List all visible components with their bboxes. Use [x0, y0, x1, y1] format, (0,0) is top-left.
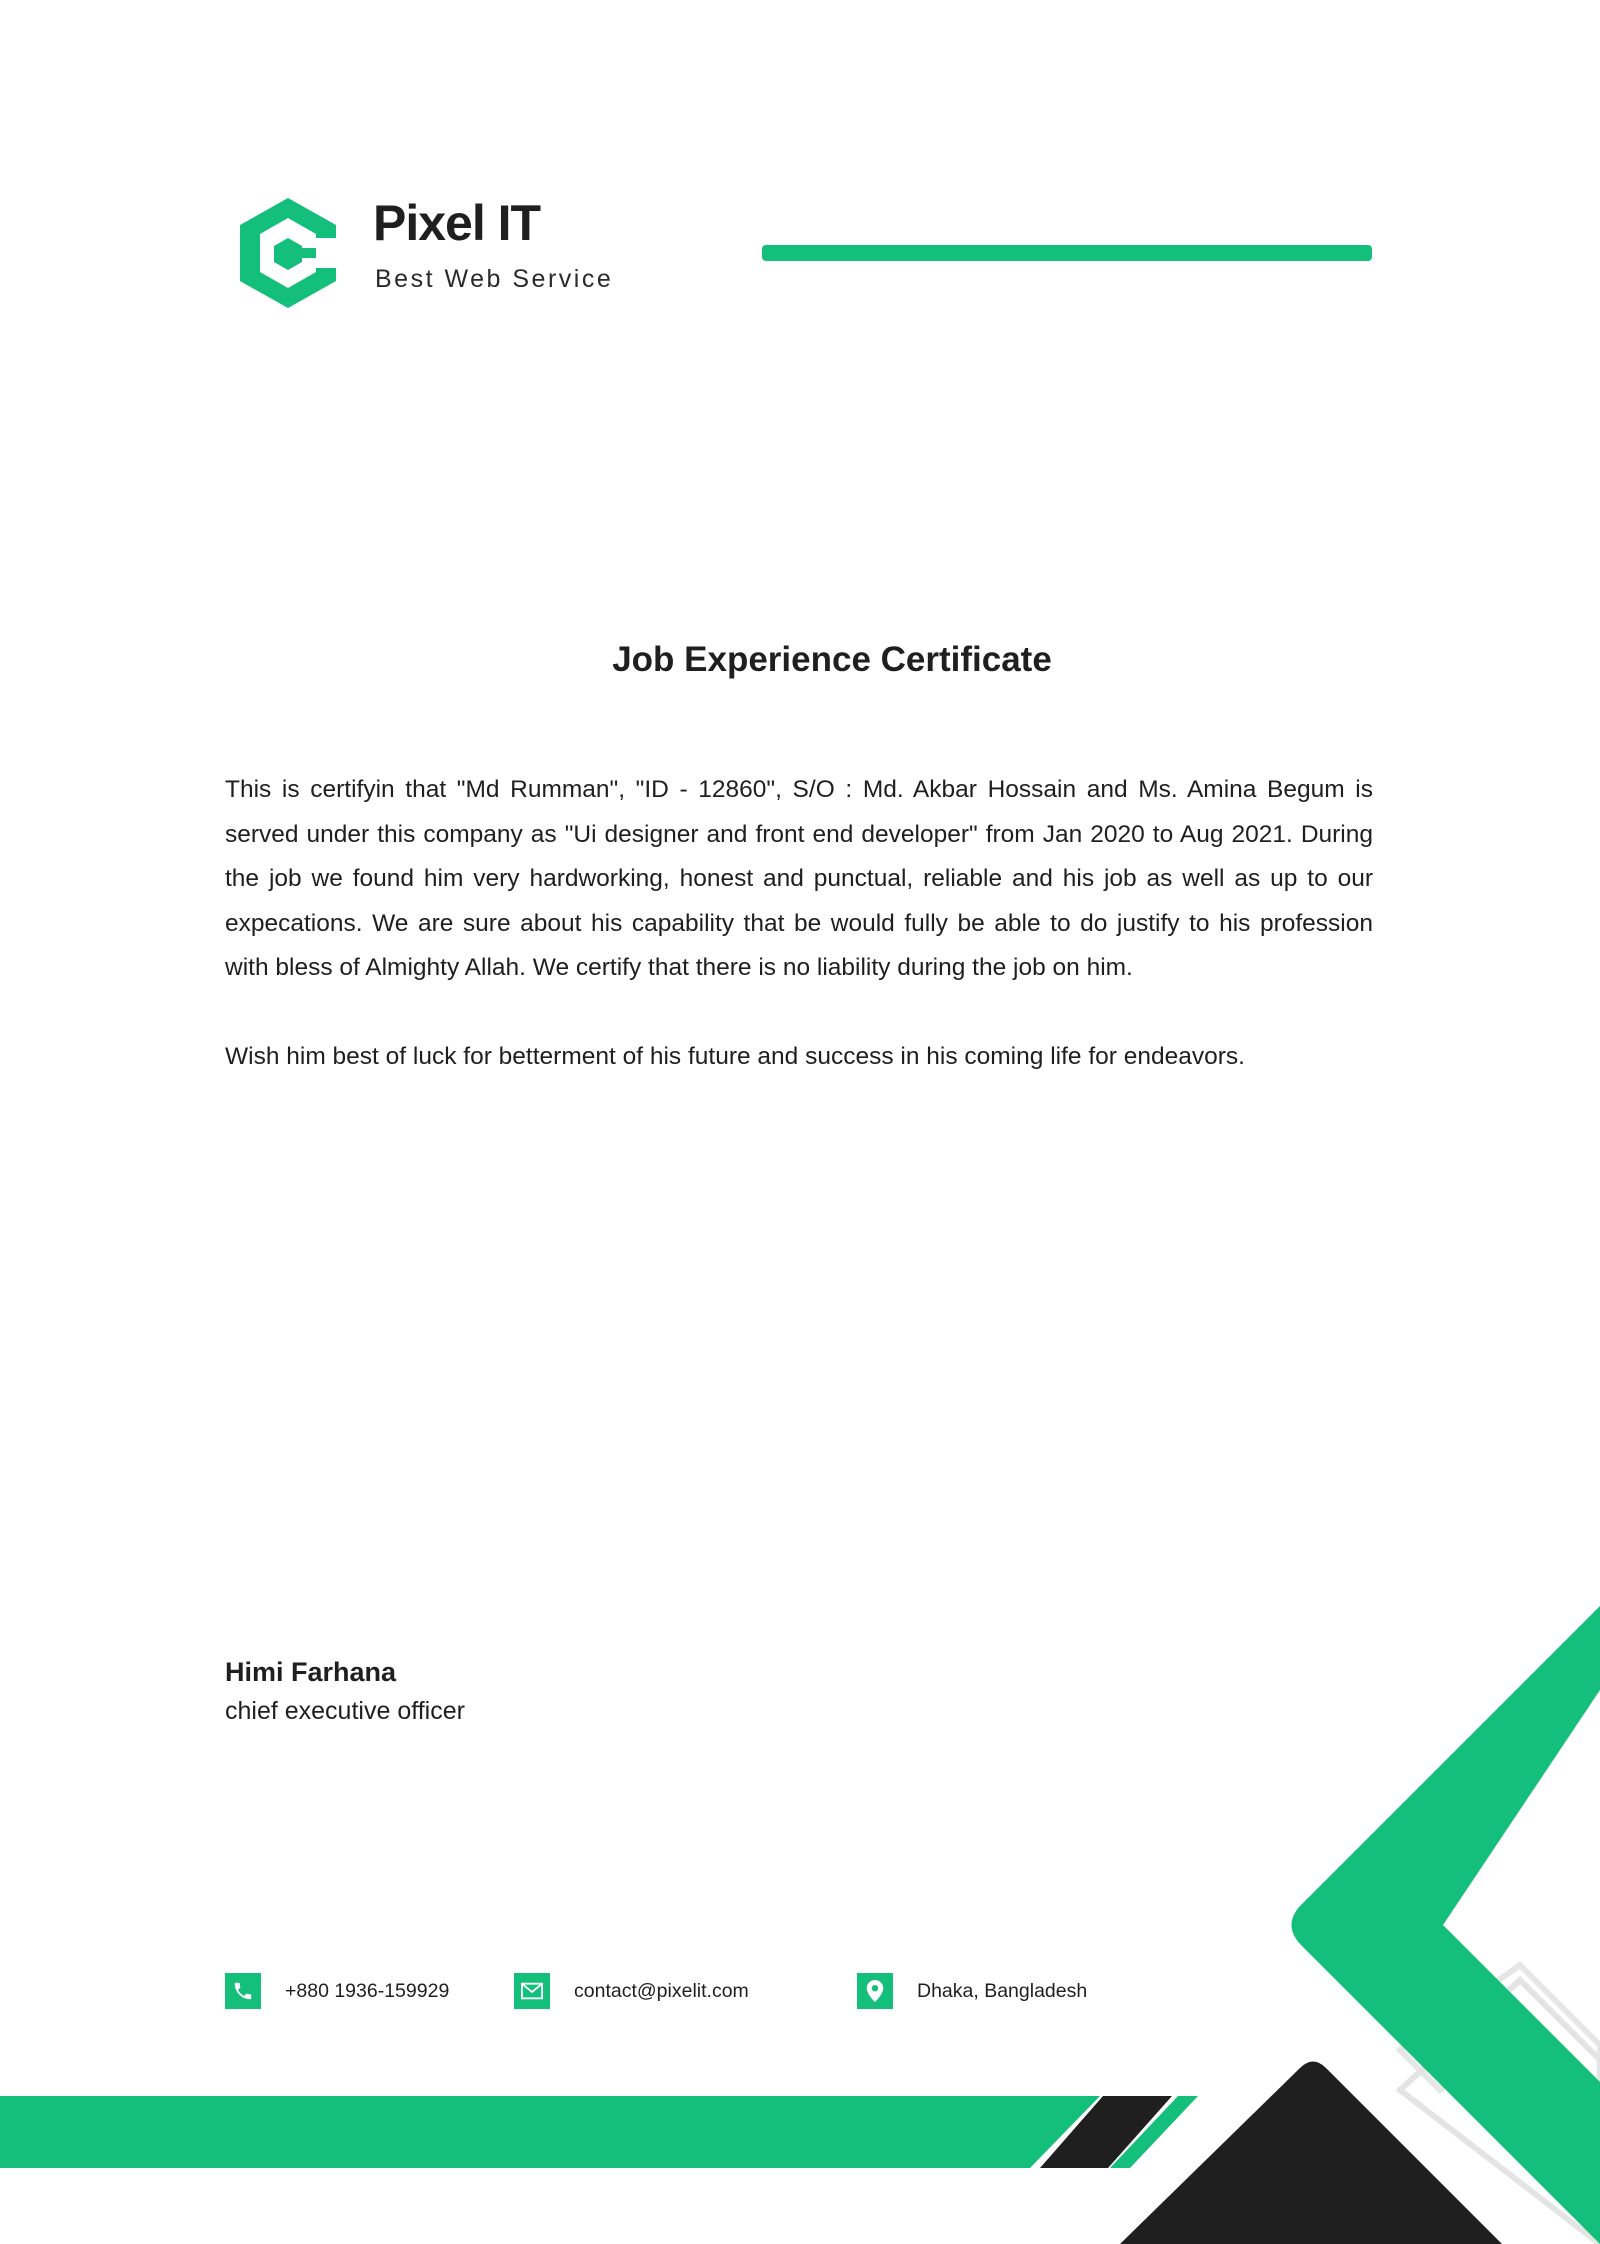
- gray-outline-shape: [1400, 1965, 1600, 2090]
- certificate-wish: Wish him best of luck for betterment of his future and success in his coming life for endeavors.: [225, 1043, 1245, 1070]
- address-text: Dhaka, Bangladesh: [917, 1979, 1088, 2002]
- signer-name: Himi Farhana: [225, 1657, 397, 1687]
- contact-address: [857, 1972, 1087, 2010]
- header-accent-bar: [762, 245, 1372, 261]
- email-address: contact@pixelit.com: [574, 1979, 749, 2002]
- contact-email: [514, 1972, 749, 2010]
- contact-phone: [225, 1972, 449, 2010]
- certificate-title: Job Experience Certificate: [612, 640, 1052, 679]
- brand-name: Pixel IT: [373, 195, 541, 251]
- brand-logo-icon: [236, 196, 340, 310]
- certificate-body: This is certifyin that "Md Rumman", "ID - 12860", S/O : Md. Akbar Hossain and Ms. Amina Begum is served under this company as "Ui designer and front end developer" from Jan 2020 to Aug 2021. During the job we found him very hardworking, honest and punctual, reliable and his job as well as up to our expecations. We are sure about his capability that be would fully be able to do justify to his profession with bless of Almighty Allah. We certify that there is no liability during the job on him.: [225, 776, 1373, 981]
- mail-icon: [514, 1973, 550, 2009]
- phone-icon: [225, 1973, 261, 2009]
- location-pin-icon: [857, 1973, 893, 2009]
- gray-outline-line: [1400, 1980, 1600, 2244]
- green-footer-band: [0, 2096, 1100, 2168]
- dark-stripe: [1040, 2096, 1172, 2168]
- green-stripe: [1110, 2096, 1198, 2168]
- dark-triangle-shape: [1120, 2062, 1502, 2244]
- phone-number: +880 1936-159929: [285, 1979, 450, 2002]
- green-chevron-shape: [1292, 1606, 1600, 2244]
- brand-tagline: Best Web Service: [375, 265, 614, 293]
- signer-title: chief executive officer: [225, 1697, 465, 1725]
